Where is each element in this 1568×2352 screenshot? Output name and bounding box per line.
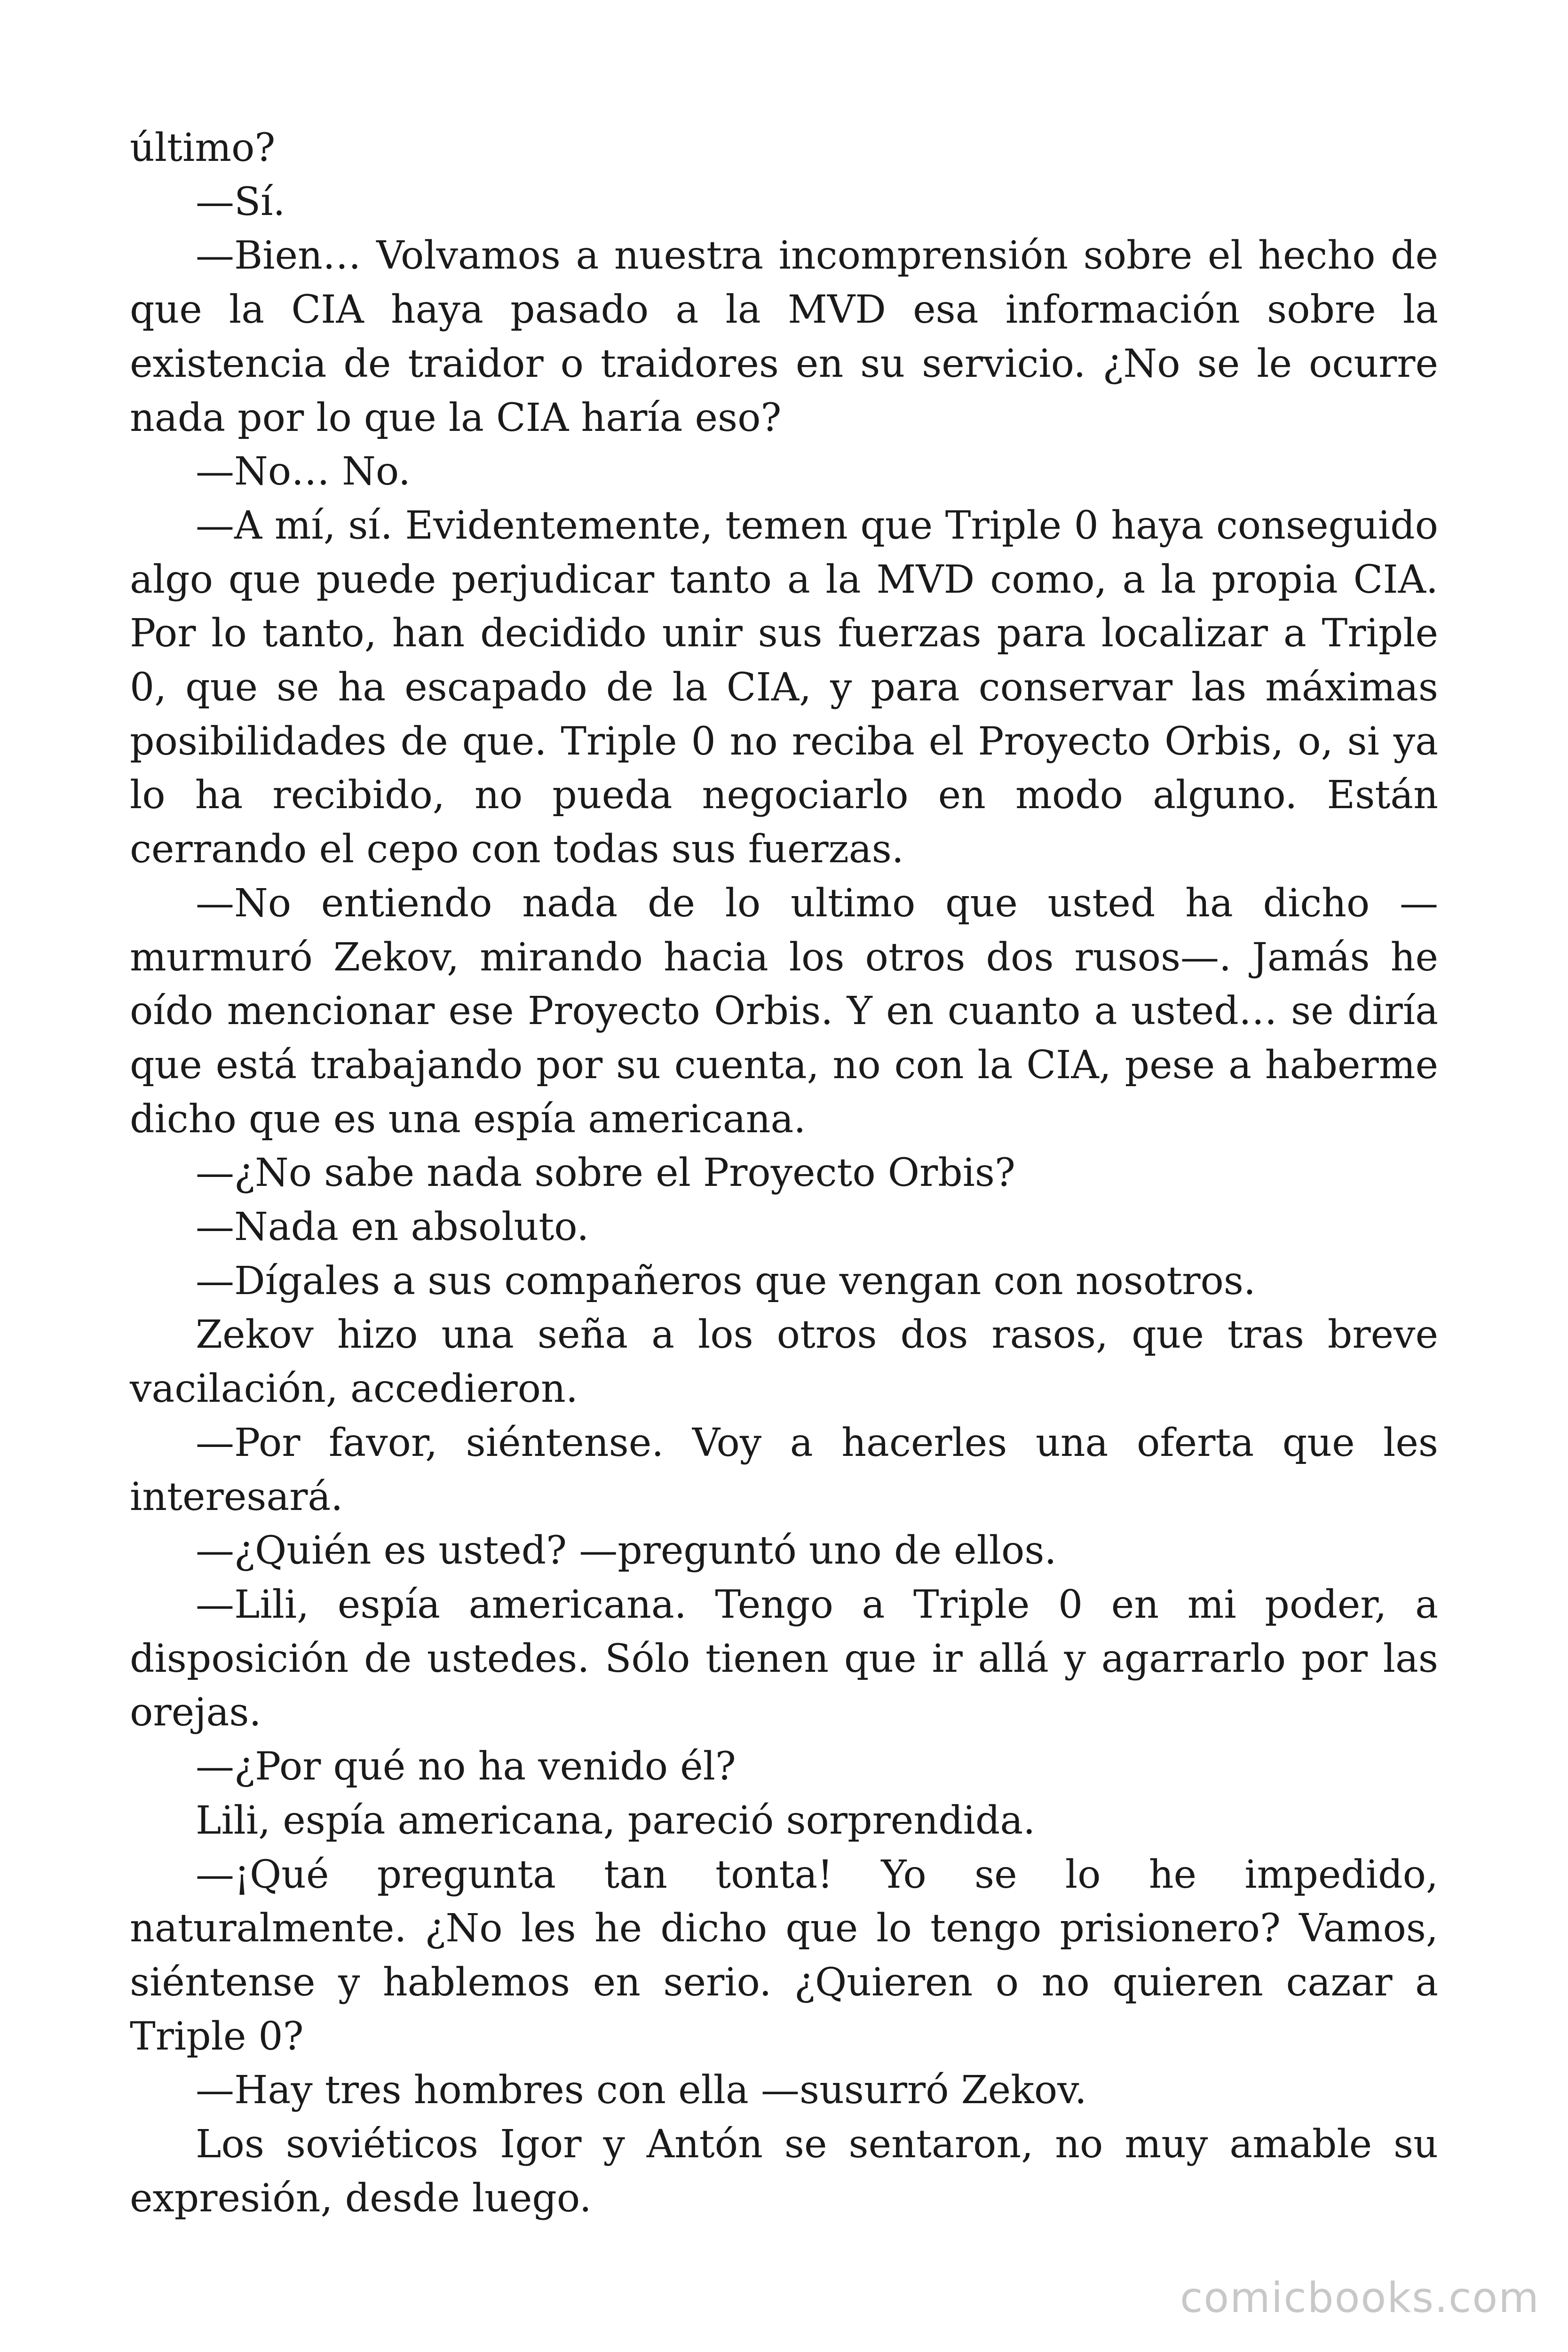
- paragraph: —No… No.: [196, 449, 411, 494]
- paragraph: Lili, espía americana, pareció sorprendida.: [196, 1798, 1036, 1843]
- paragraph: —Hay tres hombres con ella —susurró Zekov.: [196, 2068, 1087, 2113]
- paragraph: —Por favor, siéntense. Voy a hacerles una oferta que les interesará.: [130, 1420, 1438, 1519]
- paragraph: —No entiendo nada de lo ultimo que usted ha dicho —murmuró Zekov, mirando hacia los otros dos rusos—. Jamás he oído mencionar ese Proyecto Orbis. Y en cuanto a usted… se diría que está trabajando por su cuenta, no con la CIA, pese a haberme dicho que es una espía americana.: [130, 881, 1438, 1142]
- paragraph: —Dígales a sus compañeros que vengan con nosotros.: [196, 1258, 1256, 1303]
- paragraph: —¿No sabe nada sobre el Proyecto Orbis?: [196, 1151, 1015, 1196]
- paragraph: —Bien… Volvamos a nuestra incomprensión sobre el hecho de que la CIA haya pasado a la MVD esa información sobre la existencia de traidor o traidores en su servicio. ¿No se le ocurre nada por lo que la CIA haría eso?: [130, 233, 1438, 440]
- paragraph: Zekov hizo una seña a los otros dos rasos, que tras breve vacilación, accedieron.: [130, 1312, 1438, 1412]
- paragraph: —¿Quién es usted? —preguntó uno de ellos.: [196, 1528, 1057, 1573]
- paragraph: Los soviéticos Igor y Antón se sentaron, no muy amable su expresión, desde luego.: [130, 2122, 1438, 2221]
- paragraph: —¿Por qué no ha venido él?: [196, 1744, 736, 1789]
- paragraph: —Lili, espía americana. Tengo a Triple 0 en mi poder, a disposición de ustedes. Sólo tienen que ir allá y agarrarlo por las orejas.: [130, 1582, 1438, 1735]
- paragraph: —A mí, sí. Evidentemente, temen que Triple 0 haya conseguido algo que puede perjudicar tanto a la MVD como, a la propia CIA. Por lo tanto, han decidido unir sus fuerzas para localizar a Triple 0, que se ha escapado de la CIA, y para conservar las máximas posibilidades de que. Triple 0 no reciba el Proyecto Orbis, o, si ya lo ha recibido, no pueda negociarlo en modo alguno. Están cerrando el cepo con todas sus fuerzas.: [130, 503, 1438, 872]
- paragraph: —Nada en absoluto.: [196, 1205, 589, 1250]
- paragraph: —Sí.: [196, 179, 285, 224]
- body-text: [130, 121, 1438, 2225]
- paragraph: —¡Qué pregunta tan tonta! Yo se lo he impedido, naturalmente. ¿No les he dicho que lo tengo prisionero? Vamos, siéntense y hablemos en serio. ¿Quieren o no quieren cazar a Triple 0?: [130, 1852, 1438, 2059]
- watermark: comicbooks.com: [1180, 2273, 1540, 2322]
- paragraph: último?: [130, 126, 276, 170]
